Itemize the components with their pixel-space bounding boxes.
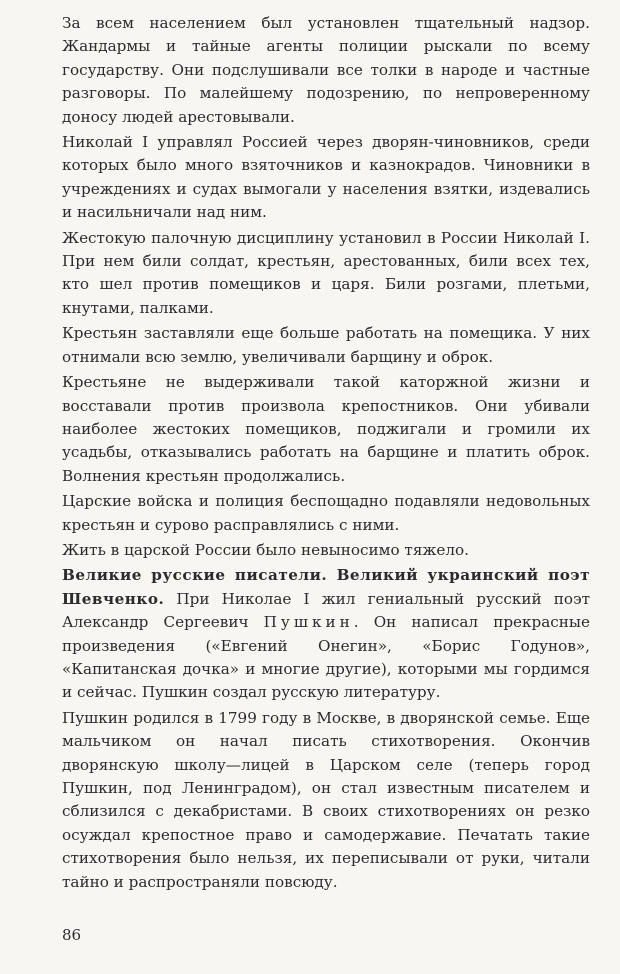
- paragraph-pushkin-biography: Пушкин родился в 1799 году в Москве, в дворянской семье. Еще мальчиком он начал писать стихотворения. Окончив дворянскую школу—лицей в Царском селе (теперь город Пушкин, под Ленинградом), он стал известным писателем и сблизился с декабристами. В своих стихотворениях он резко осуждал крепостное право и самодержавие. Печатать такие стихотворения было нельзя, их переписывали от руки, читали тайно и распространяли повсюду.: [62, 708, 590, 891]
- paragraph-suppression: Царские войска и полиция беспощадно подавляли недовольных крестьян и сурово расправлялись с ними.: [62, 492, 590, 534]
- paragraph-peasant-uprisings: Крестьяне не выдерживали такой каторжной жизни и восставали против произвола крепостников. Они убивали наиболее жестоких помещиков, поджигали и громили их усадьбы, отказывались работать на барщине и платить оброк. Волнения крестьян продолжались.: [62, 373, 590, 485]
- page-number: 86: [62, 926, 82, 944]
- page-text: [62, 12, 590, 894]
- spaced-name-pushkin: Пушкин: [263, 613, 354, 632]
- section-text-after-name: . Он написал прекрасные произведения («Евгений Онегин», «Борис Годунов», «Капитанская дочка» и многие другие), которыми мы гордимся и сейчас. Пушкин создал русскую литературу.: [62, 613, 590, 702]
- paragraph-great-writers: [62, 564, 590, 704]
- paragraph-hard-life: Жить в царской России было невыносимо тяжело.: [62, 540, 469, 559]
- section-heading: Великие русские писатели. Великий украинский поэт Шевченко.: [62, 566, 590, 608]
- paragraph-peasant-labor: Крестьян заставляли еще больше работать на помещика. У них отнимали всю землю, увеличивали барщину и оброк.: [62, 324, 590, 366]
- paragraph-surveillance: За всем населением был установлен тщательный надзор. Жандармы и тайные агенты полиции рыскали по всему государству. Они подслушивали все толки в народе и частные разговоры. По малейшему подозрению, по непроверенному доносу людей арестовывали.: [62, 14, 590, 126]
- paragraph-officials: Николай I управлял Россией через дворян-чиновников, среди которых было много взяточников и казнокрадов. Чиновники в учреждениях и судах вымогали у населения взятки, издевались и насильничали над ним.: [62, 133, 590, 222]
- paragraph-discipline: Жестокую палочную дисциплину установил в России Николай I. При нем били солдат, крестьян, арестованных, били всех тех, кто шел против помещиков и царя. Били розгами, плетьми, кнутами, палками.: [62, 228, 590, 317]
- section-text-before-name: При Николае I жил гениальный русский поэт Александр Сергеевич: [62, 589, 590, 632]
